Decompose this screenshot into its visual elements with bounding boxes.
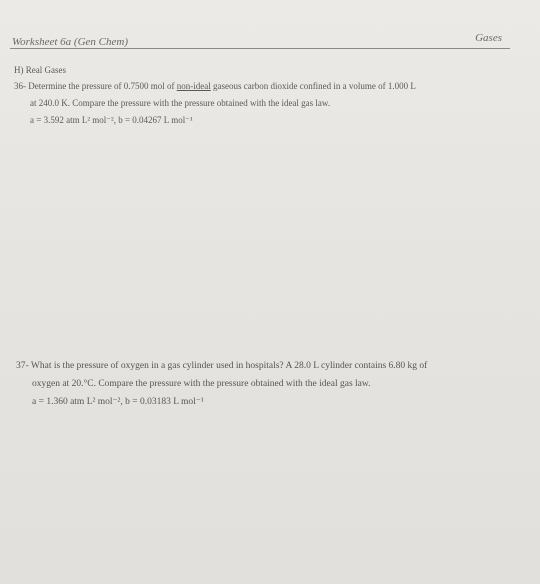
header-rule <box>10 48 510 49</box>
section-title: H) Real Gases <box>14 65 66 75</box>
question-37-line-2: oxygen at 20.°C. Compare the pressure with the pressure obtained with the ideal gas law. <box>32 379 371 389</box>
worksheet-title: Worksheet 6a (Gen Chem) <box>12 36 128 48</box>
question-36-line-2: at 240.0 K. Compare the pressure with the pressure obtained with the ideal gas law. <box>30 98 331 108</box>
question-36-constants: a = 3.592 atm L² mol⁻², b = 0.04267 L mol⁻¹ <box>30 115 193 125</box>
question-36-number: 36- <box>14 81 26 91</box>
question-37-line-1 <box>16 360 427 372</box>
question-36-text-a: Determine the pressure of 0.7500 mol of <box>28 81 177 91</box>
topic-label: Gases <box>475 32 502 44</box>
question-37-text: What is the pressure of oxygen in a gas cylinder used in hospitals? A 28.0 L cylinder contains 6.80 kg of <box>30 361 428 371</box>
question-36-line-1 <box>14 80 416 92</box>
question-36-non-ideal: non-ideal <box>176 81 211 91</box>
question-37-number: 37- <box>16 361 29 371</box>
question-36-text-b: gaseous carbon dioxide confined in a volume of 1.000 L <box>210 81 416 91</box>
question-37-constants: a = 1.360 atm L² mol⁻², b = 0.03183 L mol⁻¹ <box>32 397 204 407</box>
